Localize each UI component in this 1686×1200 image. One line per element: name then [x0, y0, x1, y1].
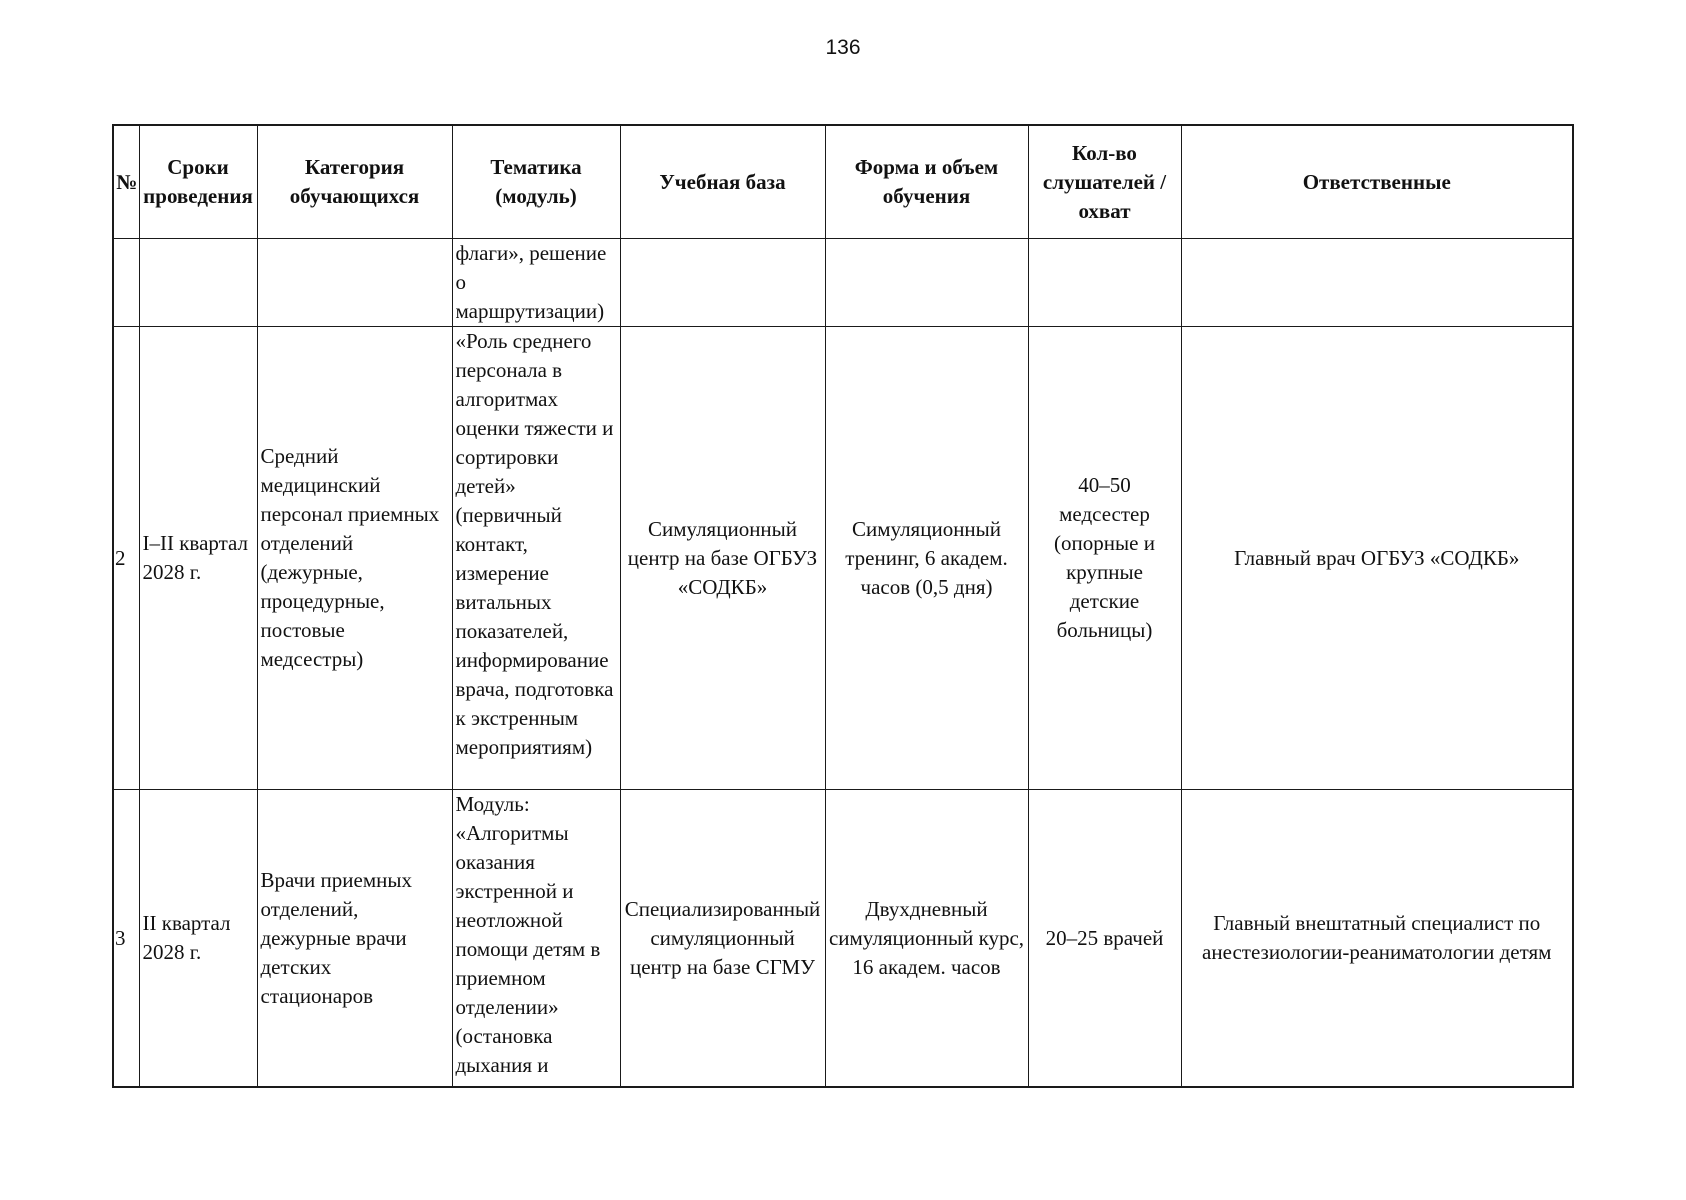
- cell-dates: I–II квартал 2028 г.: [139, 327, 257, 790]
- cell-responsible: Главный внештатный специалист по анестезиологии-реаниматологии детям: [1181, 790, 1573, 1088]
- header-form: Форма и объем обучения: [825, 125, 1028, 239]
- table-row: [113, 239, 1573, 327]
- training-plan-table: [112, 124, 1574, 1088]
- cell-category: [257, 239, 452, 327]
- cell-base: [620, 239, 825, 327]
- header-topic: Тематика (модуль): [452, 125, 620, 239]
- cell-base: Симуляционный центр на базе ОГБУЗ «СОДКБ»: [620, 327, 825, 790]
- header-base: Учебная база: [620, 125, 825, 239]
- table-header-row: [113, 125, 1573, 239]
- cell-form: [825, 239, 1028, 327]
- cell-topic: «Роль среднего персонала в алгоритмах оценки тяжести и сортировки детей» (первичный контакт, измерение витальных показателей, информирование врача, подготовка к экстренным мероприятиям): [452, 327, 620, 790]
- cell-responsible: Главный врач ОГБУЗ «СОДКБ»: [1181, 327, 1573, 790]
- cell-form: Двухдневный симуляционный курс, 16 академ. часов: [825, 790, 1028, 1088]
- table-row: [113, 790, 1573, 1088]
- header-responsible: Ответственные: [1181, 125, 1573, 239]
- header-count: Кол-во слушателей / охват: [1028, 125, 1181, 239]
- cell-base: Специализированный симуляционный центр на базе СГМУ: [620, 790, 825, 1088]
- cell-topic: флаги», решение о маршрутизации): [452, 239, 620, 327]
- cell-category: Средний медицинский персонал приемных отделений (дежурные, процедурные, постовые медсестры): [257, 327, 452, 790]
- cell-count: 40–50 медсестер (опорные и крупные детские больницы): [1028, 327, 1181, 790]
- cell-count: 20–25 врачей: [1028, 790, 1181, 1088]
- cell-form: Симуляционный тренинг, 6 академ. часов (0,5 дня): [825, 327, 1028, 790]
- cell-number: 2: [113, 327, 139, 790]
- header-category: Категория обучающихся: [257, 125, 452, 239]
- cell-dates: II квартал 2028 г.: [139, 790, 257, 1088]
- header-dates: Сроки проведения: [139, 125, 257, 239]
- cell-responsible: [1181, 239, 1573, 327]
- page-number: 136: [825, 36, 861, 59]
- cell-category: Врачи приемных отделений, дежурные врачи детских стационаров: [257, 790, 452, 1088]
- table-row: [113, 327, 1573, 790]
- header-number: №: [113, 125, 139, 239]
- cell-topic: Модуль: «Алгоритмы оказания экстренной и неотложной помощи детям в приемном отделении» (остановка дыхания и: [452, 790, 620, 1088]
- cell-number: 3: [113, 790, 139, 1088]
- cell-count: [1028, 239, 1181, 327]
- cell-number: [113, 239, 139, 327]
- cell-dates: [139, 239, 257, 327]
